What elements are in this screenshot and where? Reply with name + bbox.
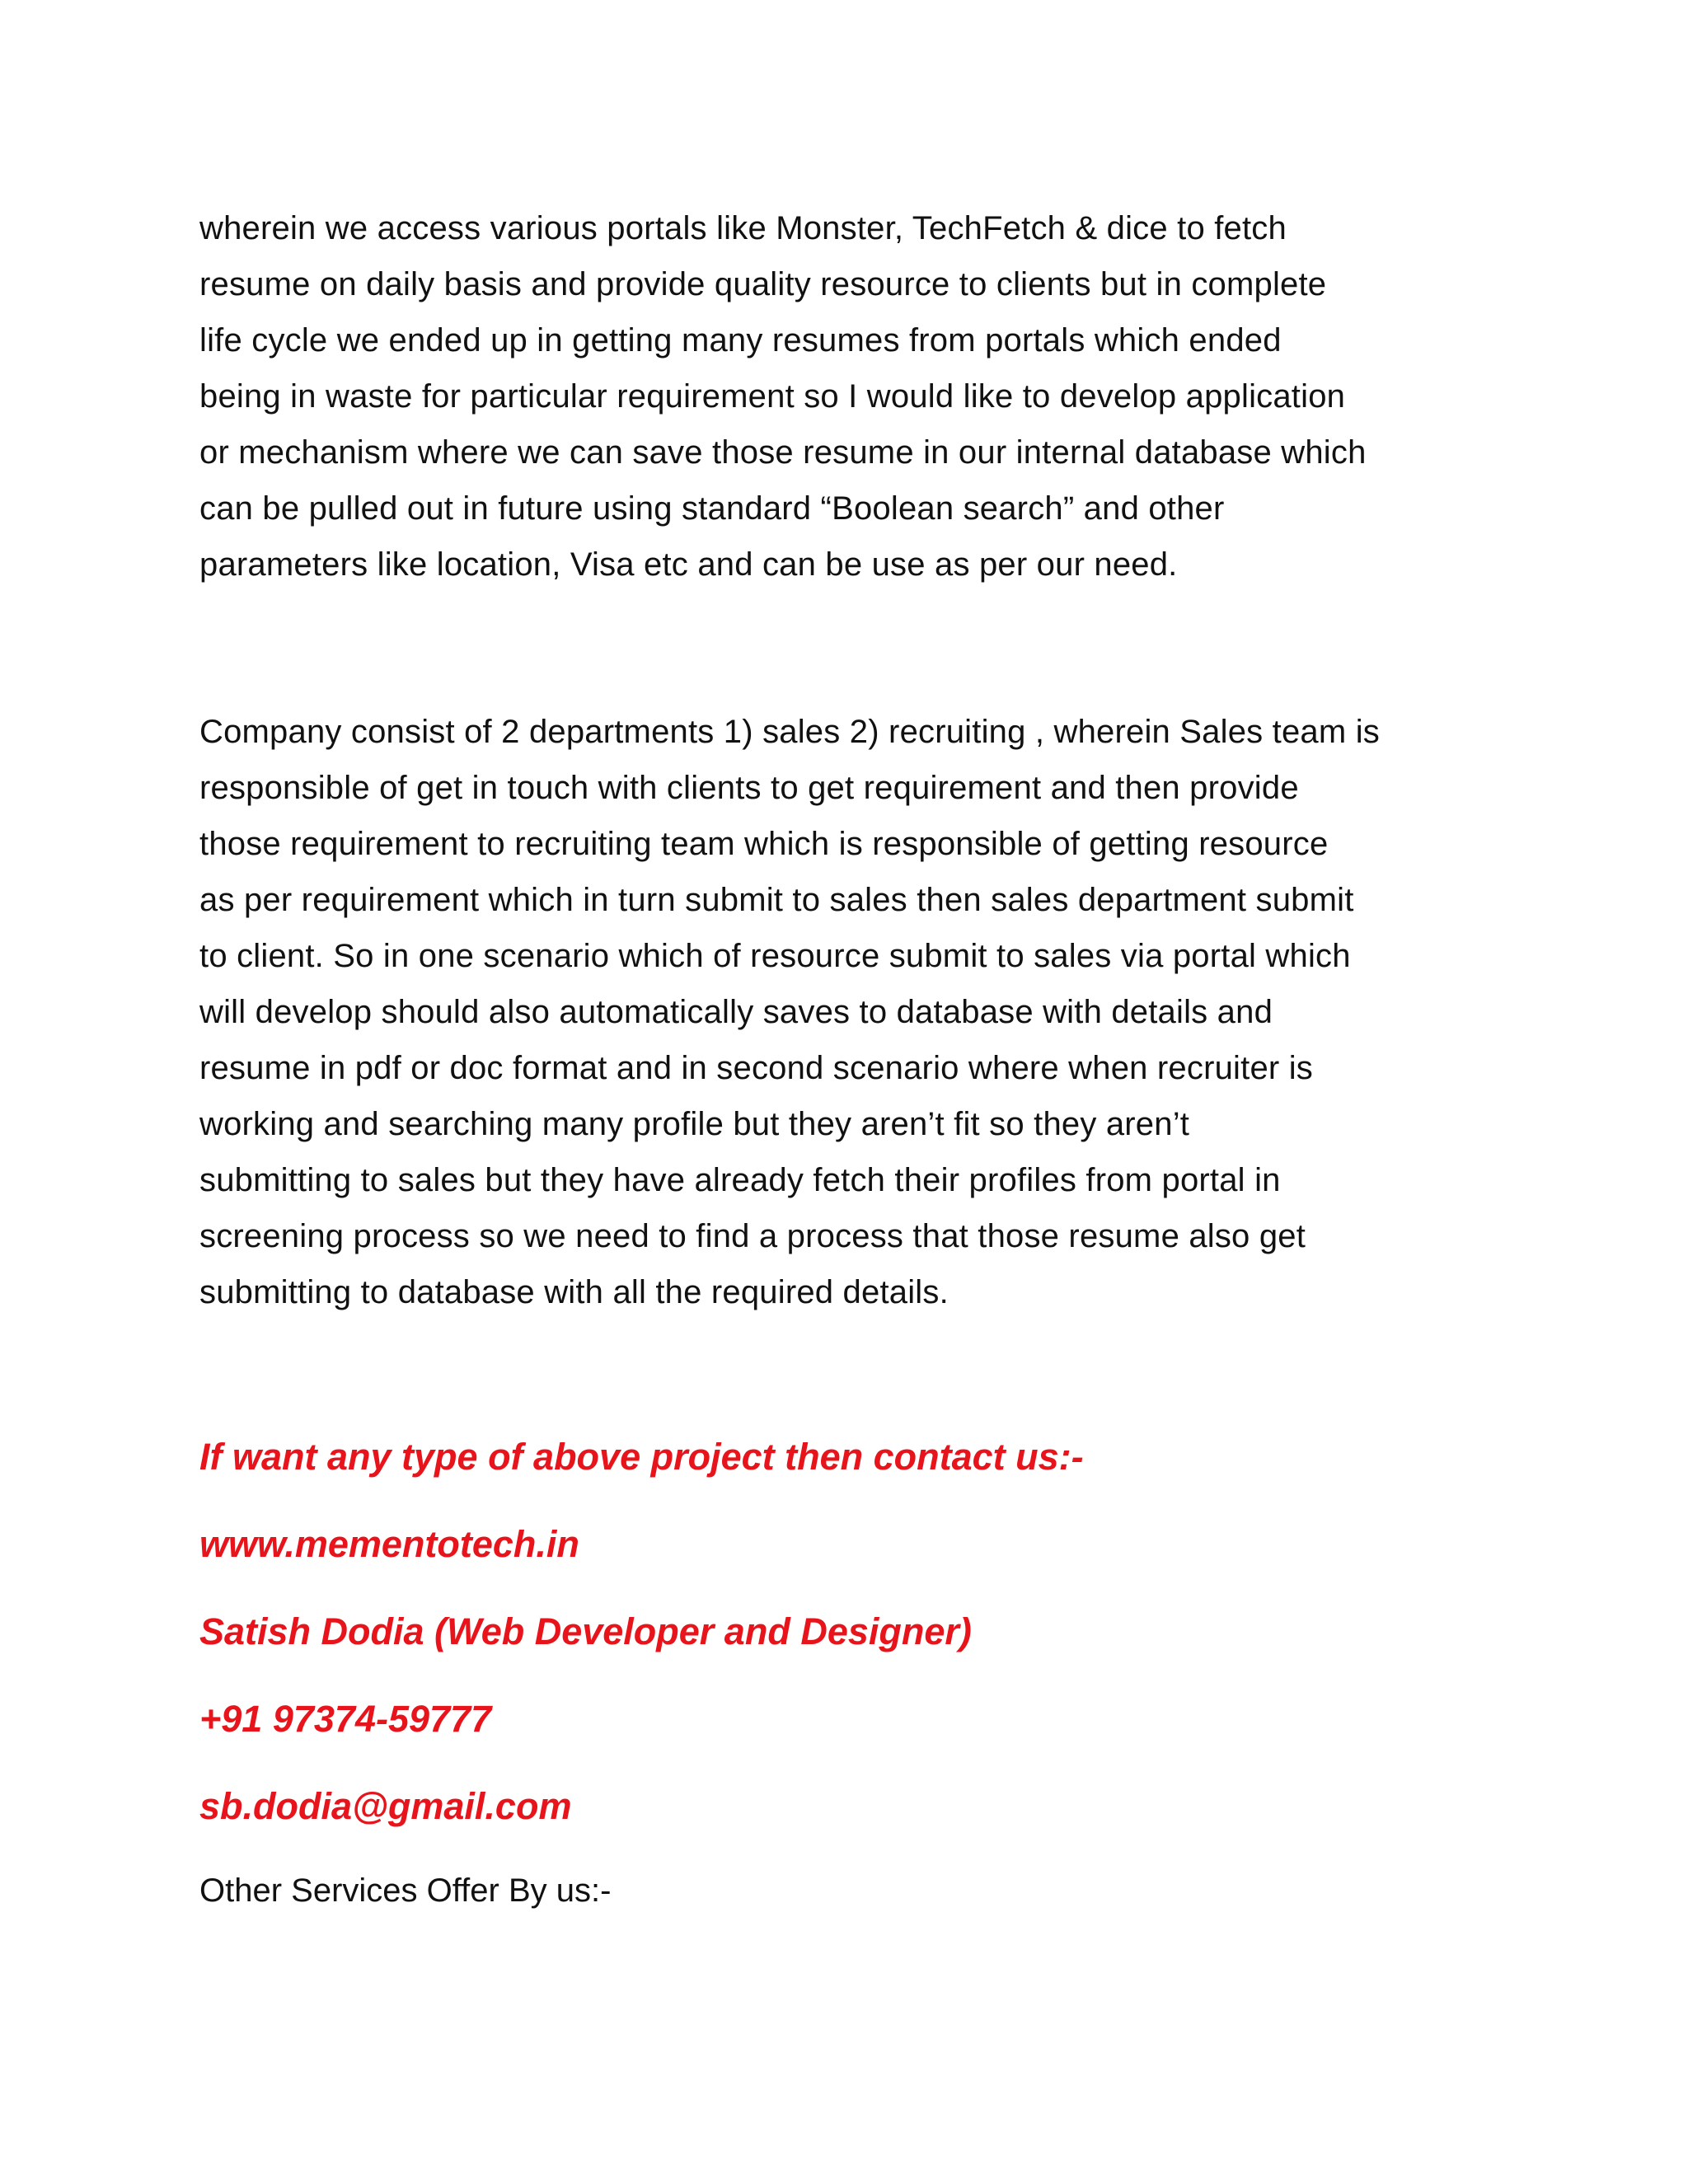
text-line: being in waste for particular requirement so I would like to develop application <box>199 378 1346 415</box>
text-line: as per requirement which in turn submit to sales then sales department submit <box>199 882 1354 918</box>
contact-name: Satish Dodia (Web Developer and Designer) <box>199 1610 972 1652</box>
text-line: parameters like location, Visa etc and can be use as per our need. <box>199 546 1178 583</box>
text-line: to client. So in one scenario which of resource submit to sales via portal which <box>199 938 1351 974</box>
paragraph-company-departments <box>199 704 1502 1320</box>
text-line: those requirement to recruiting team which is responsible of getting resource <box>199 826 1329 862</box>
text-line: will develop should also automatically saves to database with details and <box>199 994 1273 1030</box>
text-line: responsible of get in touch with clients to get requirement and then provide <box>199 770 1299 806</box>
email-link[interactable]: sb.dodia@gmail.com <box>199 1785 572 1827</box>
page-content <box>199 200 1502 1915</box>
contact-block <box>199 1432 1502 1831</box>
text-line: working and searching many profile but they aren’t fit so they aren’t <box>199 1106 1190 1142</box>
contact-heading: If want any type of above project then contact us:- <box>199 1436 1084 1478</box>
paragraph-project-description <box>199 200 1502 593</box>
text-line: or mechanism where we can save those resume in our internal database which <box>199 434 1367 471</box>
text-line: resume in pdf or doc format and in second scenario where when recruiter is <box>199 1050 1314 1086</box>
text-line: wherein we access various portals like Monster, TechFetch & dice to fetch <box>199 210 1287 246</box>
text-line: life cycle we ended up in getting many resumes from portals which ended <box>199 322 1282 359</box>
text-line: resume on daily basis and provide quality resource to clients but in complete <box>199 266 1327 302</box>
text-line: can be pulled out in future using standard “Boolean search” and other <box>199 490 1225 527</box>
text-line: screening process so we need to find a process that those resume also get <box>199 1218 1306 1254</box>
text-line: submitting to database with all the required details. <box>199 1274 949 1310</box>
phone-number[interactable]: +91 97374-59777 <box>199 1698 492 1740</box>
website-link[interactable]: www.mementotech.in <box>199 1523 579 1565</box>
text-line: submitting to sales but they have already fetch their profiles from portal in <box>199 1162 1281 1198</box>
other-services-heading: Other Services Offer By us:- <box>199 1872 612 1909</box>
text-line: Company consist of 2 departments 1) sales 2) recruiting , wherein Sales team is <box>199 714 1380 750</box>
